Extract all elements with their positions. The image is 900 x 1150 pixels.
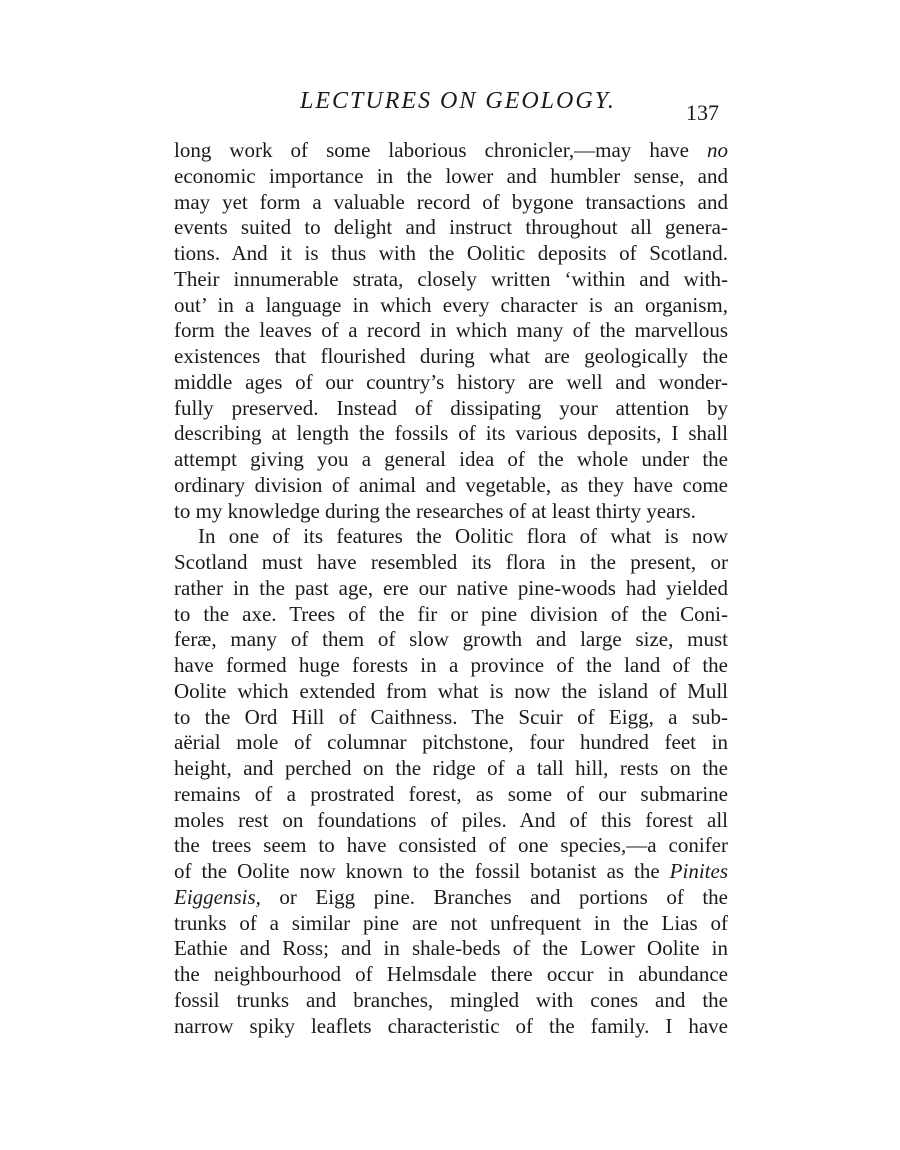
running-head: LECTURES ON GEOLOGY. bbox=[300, 88, 616, 114]
text-line: Their innumerable strata, closely written ‘within and with- bbox=[174, 266, 728, 291]
text-line: the trees seem to have consisted of one species,—a conifer bbox=[174, 833, 728, 858]
text-line: events suited to delight and instruct throughout all genera- bbox=[174, 215, 728, 240]
text-line: feræ, many of them of slow growth and large size, must bbox=[174, 627, 728, 652]
text-line: Eathie and Ross; and in shale-beds of the Lower Oolite in bbox=[174, 936, 728, 961]
text-line: aërial mole of columnar pitchstone, four hundred feet in bbox=[174, 730, 728, 755]
text-run: of the Oolite now known to the fossil botanist as the bbox=[174, 859, 670, 883]
text-line: narrow spiky leaflets characteristic of the family. I have bbox=[174, 1013, 728, 1038]
italic-run: Eiggensis, bbox=[174, 884, 261, 909]
text-line: moles rest on foundations of piles. And of this forest all bbox=[174, 807, 728, 832]
text-line: to my knowledge during the researches of at least thirty years. bbox=[174, 498, 696, 523]
text-line: remains of a prostrated forest, as some of our submarine bbox=[174, 781, 728, 806]
text-line: economic importance in the lower and humbler sense, and bbox=[174, 163, 728, 188]
text-line: fully preserved. Instead of dissipating your attention by bbox=[174, 395, 728, 420]
italic-run: Pinites bbox=[669, 859, 728, 883]
text-line: Oolite which extended from what is now the island of Mull bbox=[174, 678, 728, 703]
text-line: In one of its features the Oolitic flora of what is now bbox=[198, 524, 728, 549]
paragraph-1 bbox=[174, 138, 728, 524]
text-line: tions. And it is thus with the Oolitic deposits of Scotland. bbox=[174, 241, 728, 265]
text-line: have formed huge forests in a province of the land of the bbox=[174, 653, 728, 677]
text-line: to the axe. Trees of the fir or pine division of the Coni- bbox=[174, 601, 728, 626]
text-line: attempt giving you a general idea of the whole under the bbox=[174, 447, 728, 471]
text-line: fossil trunks and branches, mingled with cones and the bbox=[174, 987, 728, 1012]
text-line: height, and perched on the ridge of a tall hill, rests on the bbox=[174, 756, 728, 780]
paragraph-2 bbox=[174, 524, 728, 1039]
text-line bbox=[174, 885, 728, 911]
body-text bbox=[174, 138, 728, 1039]
italic-run: no bbox=[707, 138, 728, 162]
text-line: out’ in a language in which every character is an organism, bbox=[174, 292, 728, 317]
text-run: or Eigg pine. Branches and portions of the bbox=[260, 884, 728, 909]
text-line: existences that flourished during what are geologically the bbox=[174, 344, 728, 368]
text-line: rather in the past age, ere our native pine-woods had yielded bbox=[174, 575, 728, 600]
text-line: describing at length the fossils of its various deposits, I shall bbox=[174, 421, 728, 446]
text-line bbox=[174, 138, 728, 164]
text-run: long work of some laborious chronicler,—may have bbox=[174, 138, 707, 162]
text-line: form the leaves of a record in which many of the marvellous bbox=[174, 318, 728, 343]
text-line: the neighbourhood of Helmsdale there occur in abundance bbox=[174, 962, 728, 986]
text-line bbox=[174, 859, 728, 885]
text-line: may yet form a valuable record of bygone transactions and bbox=[174, 189, 728, 214]
page-number: 137 bbox=[686, 100, 719, 125]
text-line: Scotland must have resembled its flora in the present, or bbox=[174, 550, 728, 574]
text-line: trunks of a similar pine are not unfrequent in the Lias of bbox=[174, 910, 728, 935]
text-line: to the Ord Hill of Caithness. The Scuir of Eigg, a sub- bbox=[174, 704, 728, 729]
text-line: ordinary division of animal and vegetable, as they have come bbox=[174, 472, 728, 497]
text-line: middle ages of our country’s history are well and wonder- bbox=[174, 369, 728, 394]
